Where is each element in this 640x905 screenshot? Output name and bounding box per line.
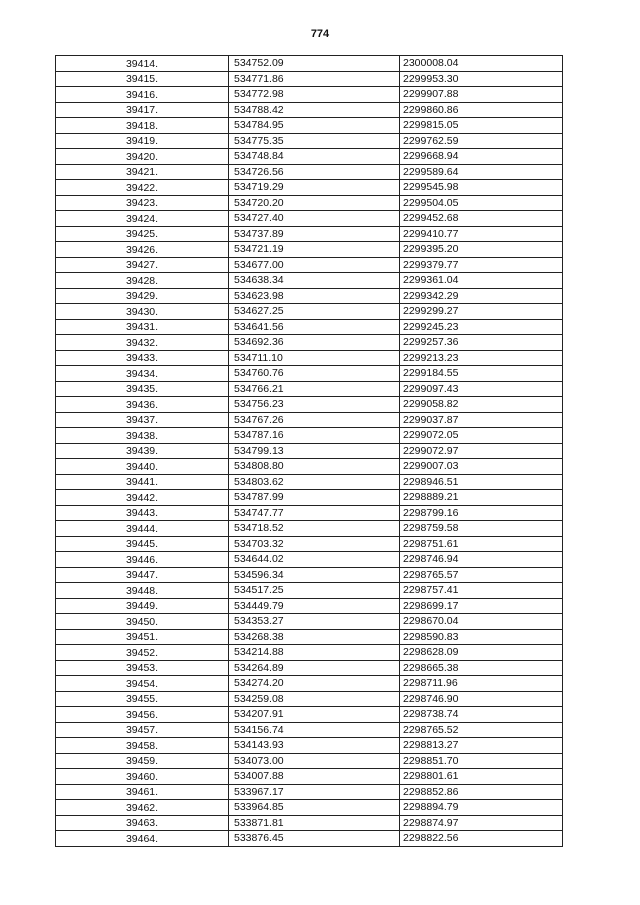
table-row: [56, 273, 563, 289]
table-row: [56, 428, 563, 444]
y-coordinate-cell: 2298813.27: [400, 738, 563, 754]
table-row: [56, 443, 563, 459]
x-coordinate-cell: 534644.02: [229, 552, 400, 568]
table-row: [56, 738, 563, 754]
table-row: [56, 180, 563, 196]
table-row: [56, 102, 563, 118]
x-coordinate-cell: 534627.25: [229, 304, 400, 320]
point-id-cell: 39425.: [56, 226, 229, 242]
x-coordinate-cell: 534771.86: [229, 71, 400, 87]
point-id-cell: 39451.: [56, 629, 229, 645]
x-coordinate-cell: 534517.25: [229, 583, 400, 599]
x-coordinate-cell: 534268.38: [229, 629, 400, 645]
point-id-cell: 39420.: [56, 149, 229, 165]
y-coordinate-cell: 2298765.57: [400, 567, 563, 583]
x-coordinate-cell: 534207.91: [229, 707, 400, 723]
y-coordinate-cell: 2298746.94: [400, 552, 563, 568]
x-coordinate-cell: 534692.36: [229, 335, 400, 351]
x-coordinate-cell: 534803.62: [229, 474, 400, 490]
x-coordinate-cell: 533964.85: [229, 800, 400, 816]
y-coordinate-cell: 2298765.52: [400, 722, 563, 738]
x-coordinate-cell: 534737.89: [229, 226, 400, 242]
x-coordinate-cell: 534721.19: [229, 242, 400, 258]
x-coordinate-cell: 534747.77: [229, 505, 400, 521]
point-id-cell: 39428.: [56, 273, 229, 289]
y-coordinate-cell: 2299452.68: [400, 211, 563, 227]
x-coordinate-cell: 534259.08: [229, 691, 400, 707]
point-id-cell: 39436.: [56, 397, 229, 413]
y-coordinate-cell: 2299213.23: [400, 350, 563, 366]
point-id-cell: 39434.: [56, 366, 229, 382]
y-coordinate-cell: 2299815.05: [400, 118, 563, 134]
table-row: [56, 831, 563, 847]
y-coordinate-cell: 2299257.36: [400, 335, 563, 351]
x-coordinate-cell: 534073.00: [229, 753, 400, 769]
table-row: [56, 691, 563, 707]
table-row: [56, 676, 563, 692]
point-id-cell: 39418.: [56, 118, 229, 134]
point-id-cell: 39416.: [56, 87, 229, 103]
table-row: [56, 598, 563, 614]
x-coordinate-cell: 534156.74: [229, 722, 400, 738]
table-row: [56, 288, 563, 304]
table-row: [56, 164, 563, 180]
point-id-cell: 39433.: [56, 350, 229, 366]
x-coordinate-cell: 534677.00: [229, 257, 400, 273]
x-coordinate-cell: 534703.32: [229, 536, 400, 552]
point-id-cell: 39463.: [56, 815, 229, 831]
table-row: [56, 149, 563, 165]
point-id-cell: 39454.: [56, 676, 229, 692]
y-coordinate-cell: 2299953.30: [400, 71, 563, 87]
y-coordinate-cell: 2298757.41: [400, 583, 563, 599]
table-row: [56, 381, 563, 397]
x-coordinate-cell: 534274.20: [229, 676, 400, 692]
y-coordinate-cell: 2299299.27: [400, 304, 563, 320]
table-row: [56, 645, 563, 661]
point-id-cell: 39464.: [56, 831, 229, 847]
point-id-cell: 39439.: [56, 443, 229, 459]
y-coordinate-cell: 2299395.20: [400, 242, 563, 258]
point-id-cell: 39437.: [56, 412, 229, 428]
table-row: [56, 56, 563, 72]
table-row: [56, 505, 563, 521]
table-row: [56, 474, 563, 490]
y-coordinate-cell: 2298699.17: [400, 598, 563, 614]
table-row: [56, 614, 563, 630]
y-coordinate-cell: 2298665.38: [400, 660, 563, 676]
point-id-cell: 39440.: [56, 459, 229, 475]
y-coordinate-cell: 2298670.04: [400, 614, 563, 630]
table-row: [56, 211, 563, 227]
y-coordinate-cell: 2298751.61: [400, 536, 563, 552]
point-id-cell: 39429.: [56, 288, 229, 304]
point-id-cell: 39424.: [56, 211, 229, 227]
x-coordinate-cell: 534623.98: [229, 288, 400, 304]
x-coordinate-cell: 534264.89: [229, 660, 400, 676]
point-id-cell: 39460.: [56, 769, 229, 785]
x-coordinate-cell: 534752.09: [229, 56, 400, 72]
y-coordinate-cell: 2299058.82: [400, 397, 563, 413]
x-coordinate-cell: 534596.34: [229, 567, 400, 583]
x-coordinate-cell: 534772.98: [229, 87, 400, 103]
table-row: [56, 366, 563, 382]
point-id-cell: 39427.: [56, 257, 229, 273]
table-row: [56, 133, 563, 149]
x-coordinate-cell: 534449.79: [229, 598, 400, 614]
point-id-cell: 39448.: [56, 583, 229, 599]
table-row: [56, 397, 563, 413]
point-id-cell: 39461.: [56, 784, 229, 800]
table-row: [56, 335, 563, 351]
table-row: [56, 304, 563, 320]
y-coordinate-cell: 2298738.74: [400, 707, 563, 723]
x-coordinate-cell: 534748.84: [229, 149, 400, 165]
coordinates-table-body: [56, 56, 563, 847]
point-id-cell: 39445.: [56, 536, 229, 552]
y-coordinate-cell: 2298759.58: [400, 521, 563, 537]
point-id-cell: 39417.: [56, 102, 229, 118]
y-coordinate-cell: 2299007.03: [400, 459, 563, 475]
y-coordinate-cell: 2299762.59: [400, 133, 563, 149]
table-row: [56, 71, 563, 87]
point-id-cell: 39415.: [56, 71, 229, 87]
x-coordinate-cell: 534726.56: [229, 164, 400, 180]
table-row: [56, 583, 563, 599]
y-coordinate-cell: 2299860.86: [400, 102, 563, 118]
x-coordinate-cell: 534787.16: [229, 428, 400, 444]
point-id-cell: 39442.: [56, 490, 229, 506]
y-coordinate-cell: 2298746.90: [400, 691, 563, 707]
point-id-cell: 39455.: [56, 691, 229, 707]
x-coordinate-cell: 534775.35: [229, 133, 400, 149]
y-coordinate-cell: 2298711.96: [400, 676, 563, 692]
table-row: [56, 536, 563, 552]
x-coordinate-cell: 533967.17: [229, 784, 400, 800]
y-coordinate-cell: 2299072.05: [400, 428, 563, 444]
point-id-cell: 39457.: [56, 722, 229, 738]
point-id-cell: 39443.: [56, 505, 229, 521]
table-row: [56, 226, 563, 242]
point-id-cell: 39450.: [56, 614, 229, 630]
table-row: [56, 800, 563, 816]
y-coordinate-cell: 2298946.51: [400, 474, 563, 490]
point-id-cell: 39444.: [56, 521, 229, 537]
y-coordinate-cell: 2298590.83: [400, 629, 563, 645]
point-id-cell: 39421.: [56, 164, 229, 180]
y-coordinate-cell: 2299410.77: [400, 226, 563, 242]
table-row: [56, 521, 563, 537]
table-row: [56, 769, 563, 785]
y-coordinate-cell: 2298874.97: [400, 815, 563, 831]
table-row: [56, 319, 563, 335]
x-coordinate-cell: 534756.23: [229, 397, 400, 413]
y-coordinate-cell: 2298889.21: [400, 490, 563, 506]
point-id-cell: 39452.: [56, 645, 229, 661]
table-row: [56, 753, 563, 769]
y-coordinate-cell: 2299097.43: [400, 381, 563, 397]
x-coordinate-cell: 534727.40: [229, 211, 400, 227]
table-row: [56, 87, 563, 103]
coordinates-table: [55, 55, 563, 847]
x-coordinate-cell: 534760.76: [229, 366, 400, 382]
y-coordinate-cell: 2298894.79: [400, 800, 563, 816]
table-row: [56, 567, 563, 583]
point-id-cell: 39414.: [56, 56, 229, 72]
table-row: [56, 242, 563, 258]
point-id-cell: 39449.: [56, 598, 229, 614]
x-coordinate-cell: 534808.80: [229, 459, 400, 475]
y-coordinate-cell: 2299245.23: [400, 319, 563, 335]
point-id-cell: 39426.: [56, 242, 229, 258]
point-id-cell: 39419.: [56, 133, 229, 149]
y-coordinate-cell: 2299589.64: [400, 164, 563, 180]
y-coordinate-cell: 2299545.98: [400, 180, 563, 196]
y-coordinate-cell: 2299504.05: [400, 195, 563, 211]
x-coordinate-cell: 534787.99: [229, 490, 400, 506]
point-id-cell: 39447.: [56, 567, 229, 583]
x-coordinate-cell: 534788.42: [229, 102, 400, 118]
x-coordinate-cell: 534214.88: [229, 645, 400, 661]
x-coordinate-cell: 534143.93: [229, 738, 400, 754]
point-id-cell: 39430.: [56, 304, 229, 320]
y-coordinate-cell: 2298799.16: [400, 505, 563, 521]
table-row: [56, 707, 563, 723]
point-id-cell: 39422.: [56, 180, 229, 196]
table-row: [56, 257, 563, 273]
x-coordinate-cell: 534799.13: [229, 443, 400, 459]
x-coordinate-cell: 534638.34: [229, 273, 400, 289]
y-coordinate-cell: 2299072.97: [400, 443, 563, 459]
x-coordinate-cell: 534353.27: [229, 614, 400, 630]
x-coordinate-cell: 534720.20: [229, 195, 400, 211]
x-coordinate-cell: 533871.81: [229, 815, 400, 831]
point-id-cell: 39446.: [56, 552, 229, 568]
point-id-cell: 39462.: [56, 800, 229, 816]
y-coordinate-cell: 2298852.86: [400, 784, 563, 800]
table-row: [56, 722, 563, 738]
x-coordinate-cell: 534766.21: [229, 381, 400, 397]
table-row: [56, 784, 563, 800]
y-coordinate-cell: 2299037.87: [400, 412, 563, 428]
y-coordinate-cell: 2298851.70: [400, 753, 563, 769]
x-coordinate-cell: 534641.56: [229, 319, 400, 335]
y-coordinate-cell: 2298801.61: [400, 769, 563, 785]
y-coordinate-cell: 2299361.04: [400, 273, 563, 289]
x-coordinate-cell: 534007.88: [229, 769, 400, 785]
point-id-cell: 39456.: [56, 707, 229, 723]
point-id-cell: 39435.: [56, 381, 229, 397]
table-row: [56, 350, 563, 366]
y-coordinate-cell: 2299907.88: [400, 87, 563, 103]
point-id-cell: 39438.: [56, 428, 229, 444]
x-coordinate-cell: 534718.52: [229, 521, 400, 537]
table-row: [56, 629, 563, 645]
table-row: [56, 195, 563, 211]
point-id-cell: 39423.: [56, 195, 229, 211]
x-coordinate-cell: 534784.95: [229, 118, 400, 134]
y-coordinate-cell: 2299379.77: [400, 257, 563, 273]
table-row: [56, 459, 563, 475]
point-id-cell: 39459.: [56, 753, 229, 769]
y-coordinate-cell: 2299342.29: [400, 288, 563, 304]
table-row: [56, 552, 563, 568]
y-coordinate-cell: 2299668.94: [400, 149, 563, 165]
point-id-cell: 39432.: [56, 335, 229, 351]
x-coordinate-cell: 533876.45: [229, 831, 400, 847]
table-row: [56, 412, 563, 428]
x-coordinate-cell: 534767.26: [229, 412, 400, 428]
table-row: [56, 815, 563, 831]
point-id-cell: 39453.: [56, 660, 229, 676]
y-coordinate-cell: 2298822.56: [400, 831, 563, 847]
table-row: [56, 118, 563, 134]
table-row: [56, 660, 563, 676]
x-coordinate-cell: 534719.29: [229, 180, 400, 196]
point-id-cell: 39458.: [56, 738, 229, 754]
y-coordinate-cell: 2298628.09: [400, 645, 563, 661]
point-id-cell: 39441.: [56, 474, 229, 490]
y-coordinate-cell: 2299184.55: [400, 366, 563, 382]
point-id-cell: 39431.: [56, 319, 229, 335]
y-coordinate-cell: 2300008.04: [400, 56, 563, 72]
page-number: 774: [310, 28, 330, 40]
table-row: [56, 490, 563, 506]
x-coordinate-cell: 534711.10: [229, 350, 400, 366]
